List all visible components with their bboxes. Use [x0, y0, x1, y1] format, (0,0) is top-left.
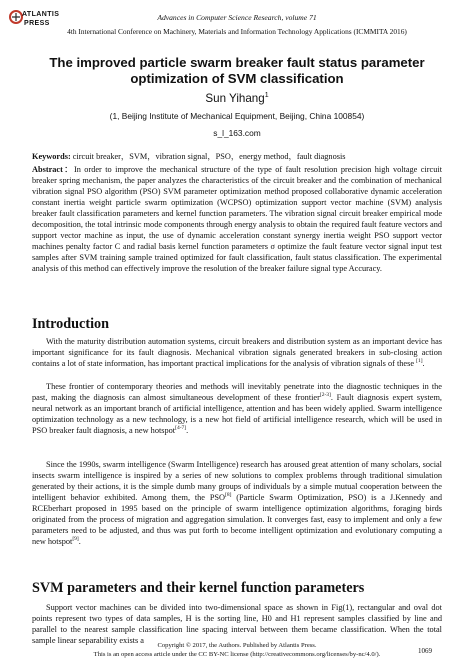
license-notice: This is an open access article under the CC BY-NC license (http://creativecommons.org/licenses/by-nc/4.0/). [93, 650, 381, 658]
introduction-paragraph-2 [32, 381, 442, 436]
abstract-text: In order to improve the mechanical structure of the type of fault resolution precision high voltage circuit breaker spring mechanism, the paper analyzes the characteristics of the circuit breaker and the combination of mechanical vibration signal PSO algorithm (PSO) SVM parameter optimization method proposed collaborative dynamic acceleration constant inertia weight particle swarm optimization (WCPSO) optimization support vector machine (SVM) analysis breaker fault classification parameters and kernel function parameters. The vibration signal circuit breaker empirical mode decomposition, the total intrinsic mode components through energy analysis to obtain the required fault feature vectors and support vector machine as input, the use of dynamic acceleration constant synergy inertia weight PSO support vector machines penalty factor C and radial basis kernel function parameters σ optimize the fault feature vector signal input test samples after SVM training sample trained optimized for fault classification, fault status classification. The experimental analysis of this method can effectively improve the resolution of the breaker failure signal type Accuracy. [32, 165, 443, 274]
svm-section-heading: SVM parameters and their kernel function parameters [32, 580, 365, 596]
intro-p3-end: . [78, 537, 81, 547]
abstract-paragraph [32, 164, 442, 274]
intro-p3-text-b: (Particle Swarm Optimization, PSO) is a J.Kennedy and RCEberhart proposed in 1995 based on the principle of swarm intelligence optimization algorithms, foraging birds originated from the process of migration and aggregation simulation. It converges fast, easy to implement and only a few parameters need to be adjusted, and thus was put forth to become intelligent optimization and evolutionary computing a new hotspot [32, 493, 442, 547]
citation-ref: [4-7] [175, 425, 187, 432]
publisher-name-line2: PRESS [24, 20, 50, 27]
keywords-text: circuit breaker，SVM，vibration signal，PSO，energy method，fault diagnosis [72, 152, 346, 161]
intro-p1-end: . [422, 359, 425, 369]
conference-name: 4th International Conference on Machinery, Materials and Information Technology Applications (ICMMITA 2016) [67, 27, 407, 36]
author-name: Sun Yihang [205, 92, 265, 105]
journal-title: Advances in Computer Science Research, volume 71 [157, 13, 317, 22]
publisher-name-line1: ATLANTIS [22, 11, 60, 18]
intro-p2-text-b: . Fault diagnosis expert system, neural network as an important branch of artificial intelligence, attention and has been widely applied. Swarm intelligence optimization technology as a new technology, is a new hot field of artificial intelligence research, which will be used in PSO breaker fault diagnosis, a new hotspot [32, 393, 442, 436]
intro-p3-text-a: Since the 1990s, swarm intelligence (Swarm Intelligence) research has aroused great attention of many scholars, social insects swarm intelligence is inspired by a series of new solutions to complex problems through traditional simulation generated by their actions, it is the simple dumb many groups of individuals by a simple mutual cooperation between the intelligent behavior exhibited. Among them, the PSO [32, 460, 442, 503]
author-affiliation-mark: 1 [264, 92, 269, 100]
svm-section-paragraph-1: Support vector machines can be divided into two-dimensional space as shown in Fig(1), rectangular and oval dot points represent two types of data samples, H is the sorting line, H0 and H1 represent samples classified by line and parallel to the nearest sample classification line spacing interval between them became classification. When the total sample linear separability exists a [32, 603, 442, 646]
intro-p2-end: . [186, 426, 189, 436]
citation-ref: [2-3] [319, 392, 331, 399]
paper-title: The improved particle swarm breaker fault status parameter optimization of SVM classification [49, 55, 425, 86]
introduction-paragraph-1 [32, 336, 442, 369]
keywords-paragraph [32, 151, 442, 162]
author-line [0, 92, 474, 105]
page-footer [0, 642, 474, 659]
copyright-notice: Copyright © 2017, the Authors. Published by Atlantis Press. [157, 642, 317, 649]
citation-ref: [9] [72, 536, 79, 543]
author-email: s_l_163.com [213, 128, 261, 138]
introduction-paragraph-3 [32, 459, 442, 547]
abstract-label: Abstract： [32, 165, 74, 174]
intro-p2-text-a: These frontier of contemporary theories and methods will inevitably penetrate into the diagnostic techniques in the past, making the diagnosis can almost simultaneous development of these frontier [32, 382, 442, 403]
page-number: 1069 [418, 647, 432, 655]
citation-ref: [1] [416, 358, 423, 365]
keywords-label: Keywords: [32, 152, 71, 161]
introduction-heading: Introduction [32, 316, 109, 332]
citation-ref: [8] [225, 492, 232, 499]
affiliation: (1, Beijing Institute of Mechanical Equipment, Beijing, China 100854) [109, 111, 365, 121]
intro-p1-text: With the maturity distribution automation systems, circuit breakers and distribution system as an important device has important significance for its fault diagnosis. Mechanical vibration signals generated breakers in sub-closing action contains a lot of state information, has important practical implications for the analysis of vibration signals of these [32, 337, 442, 369]
